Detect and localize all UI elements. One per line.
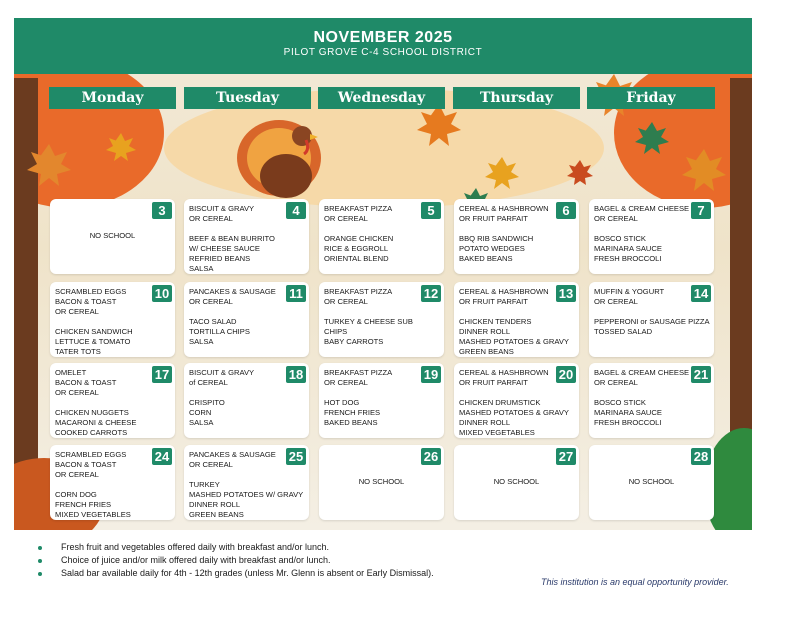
menu-day-cell: [184, 445, 309, 520]
district-name: PILOT GROVE C-4 SCHOOL DISTRICT: [283, 47, 483, 58]
menu-line: CEREAL & HASHBROWN: [459, 368, 549, 377]
menu-line: OR CEREAL: [189, 214, 233, 223]
menu-line: MASHED POTATOES & GRAVY: [459, 408, 569, 417]
menu-line: TOSSED SALAD: [594, 327, 653, 336]
day-header-friday: Friday: [587, 87, 715, 109]
menu-line: OR CEREAL: [189, 297, 233, 306]
no-school-note: NO SCHOOL: [89, 231, 136, 240]
day-number: 7: [691, 202, 711, 219]
menu-line: CHICKEN NUGGETS: [55, 408, 129, 417]
menu-line: CRISPITO: [189, 398, 225, 407]
menu-line: PANCAKES & SAUSAGE: [189, 287, 276, 296]
menu-line: ORANGE CHICKEN: [324, 234, 394, 243]
menu-line: BAKED BEANS: [459, 254, 513, 263]
menu-line: PEPPERONI or SAUSAGE PIZZA: [594, 317, 710, 326]
menu-line: CHICKEN DRUMSTICK: [459, 398, 541, 407]
menu-line: RICE & EGGROLL: [324, 244, 389, 253]
menu-line: OMELET: [55, 368, 87, 377]
menu-line: BREAKFAST PIZZA: [324, 368, 393, 377]
menu-items: [55, 287, 150, 357]
day-number: 13: [556, 285, 576, 302]
menu-line: COOKED CARROTS: [55, 428, 128, 437]
menu-line: BAGEL & CREAM CHEESE: [594, 204, 690, 213]
menu-line: ORIENTAL BLEND: [324, 254, 389, 263]
day-header-thursday: Thursday: [453, 87, 580, 109]
day-header-tuesday: Tuesday: [184, 87, 311, 109]
maple-leaf-icon: [635, 122, 669, 154]
menu-line: BISCUIT & GRAVY: [189, 368, 255, 377]
day-header-wednesday: Wednesday: [318, 87, 445, 109]
maple-leaf-icon: [417, 104, 461, 146]
maple-leaf-icon: [567, 160, 593, 185]
menu-line: SALSA: [189, 418, 214, 427]
menu-line: OR CEREAL: [594, 378, 638, 387]
note-text: Salad bar available daily for 4th - 12th grades (unless Mr. Glenn is absent or Early Dismissal).: [61, 568, 434, 578]
menu-items: [594, 204, 689, 264]
menu-line: BACON & TOAST: [55, 297, 117, 306]
menu-line: OR FRUIT PARFAIT: [459, 214, 528, 223]
menu-line: BBQ RIB SANDWICH: [459, 234, 534, 243]
menu-line: MIXED VEGETABLES: [459, 428, 535, 437]
bullet-icon: [38, 559, 42, 563]
menu-day-cell: [50, 282, 175, 357]
no-school-note: NO SCHOOL: [358, 477, 405, 486]
menu-line: BACON & TOAST: [55, 378, 117, 387]
menu-line: OR CEREAL: [324, 214, 368, 223]
day-header-monday: Monday: [49, 87, 176, 109]
menu-line: BREAKFAST PIZZA: [324, 287, 393, 296]
maple-leaf-icon: [27, 144, 71, 186]
day-number: 5: [421, 202, 441, 219]
menu-line: SCRAMBLED EGGS: [55, 450, 127, 459]
day-number: 6: [556, 202, 576, 219]
menu-day-cell: [319, 282, 444, 357]
menu-line: POTATO WEDGES: [459, 244, 525, 253]
page-title: NOVEMBER 2025: [313, 29, 453, 46]
maple-leaf-icon: [106, 133, 136, 161]
menu-day-cell: [184, 282, 309, 357]
menu-line: BEEF & BEAN BURRITO: [189, 234, 275, 243]
menu-line: FRENCH FRIES: [324, 408, 381, 417]
menu-line: BOSCO STICK: [594, 398, 646, 407]
menu-line: DINNER ROLL: [459, 418, 511, 427]
note-item: [38, 567, 434, 580]
menu-line: BACON & TOAST: [55, 460, 117, 469]
menu-line: CHIPS: [324, 327, 348, 336]
menu-day-cell: [50, 445, 175, 520]
menu-line: CHICKEN SANDWICH: [55, 327, 133, 336]
day-number: 28: [691, 448, 711, 465]
note-item: [38, 554, 434, 567]
menu-day-cell: [319, 199, 444, 274]
menu-line: BAKED BEANS: [324, 418, 378, 427]
menu-line: TORTILLA CHIPS: [189, 327, 250, 336]
menu-items: [55, 368, 150, 438]
note-text: Fresh fruit and vegetables offered daily with breakfast and/or lunch.: [61, 542, 329, 552]
menu-line: OR CEREAL: [324, 378, 368, 387]
day-number: 25: [286, 448, 306, 465]
menu-line: of CEREAL: [189, 378, 228, 387]
menu-line: CORN DOG: [55, 490, 97, 499]
day-number: 24: [152, 448, 172, 465]
menu-day-cell: [589, 363, 714, 438]
menu-line: CEREAL & HASHBROWN: [459, 204, 549, 213]
menu-line: PANCAKES & SAUSAGE: [189, 450, 276, 459]
menu-line: SCRAMBLED EGGS: [55, 287, 127, 296]
menu-line: MASHED POTATOES & GRAVY: [459, 337, 569, 346]
menu-line: BAGEL & CREAM CHEESE: [594, 368, 690, 377]
menu-line: CORN: [189, 408, 212, 417]
day-number: 20: [556, 366, 576, 383]
menu-line: TURKEY & CHEESE SUB: [324, 317, 413, 326]
day-number: 26: [421, 448, 441, 465]
title-banner: [14, 18, 752, 74]
day-number: 19: [421, 366, 441, 383]
menu-line: BISCUIT & GRAVY: [189, 204, 255, 213]
menu-line: DINNER ROLL: [459, 327, 511, 336]
menu-line: HOT DOG: [324, 398, 360, 407]
day-number: 21: [691, 366, 711, 383]
menu-line: MARINARA SAUCE: [594, 244, 662, 253]
maple-leaf-icon: [485, 157, 519, 189]
notes-list: [38, 541, 434, 580]
menu-items: [189, 368, 284, 428]
menu-day-cell: [319, 363, 444, 438]
equal-opportunity-statement: This institution is an equal opportunity provider.: [541, 577, 729, 587]
menu-line: CEREAL & HASHBROWN: [459, 287, 549, 296]
no-school-note: NO SCHOOL: [628, 477, 675, 486]
menu-line: TACO SALAD: [189, 317, 237, 326]
menu-line: TATER TOTS: [55, 347, 101, 356]
menu-line: REFRIED BEANS: [189, 254, 251, 263]
menu-line: GREEN BEANS: [459, 347, 514, 356]
menu-line: OR CEREAL: [594, 297, 638, 306]
menu-line: FRESH BROCCOLI: [594, 254, 662, 263]
bullet-icon: [38, 572, 42, 576]
menu-poster: [14, 18, 752, 530]
menu-day-cell: [184, 199, 309, 274]
day-number: 27: [556, 448, 576, 465]
day-number: 3: [152, 202, 172, 219]
menu-line: MIXED VEGETABLES: [55, 510, 131, 519]
menu-day-cell: [184, 363, 309, 438]
menu-items: [324, 368, 419, 428]
menu-line: TURKEY: [189, 480, 220, 489]
menu-line: OR FRUIT PARFAIT: [459, 378, 528, 387]
menu-day-cell: [454, 445, 579, 520]
menu-line: OR CEREAL: [189, 460, 233, 469]
menu-day-cell: [454, 199, 579, 274]
menu-day-cell: [589, 282, 714, 357]
menu-line: SALSA: [189, 264, 214, 273]
menu-line: OR CEREAL: [55, 307, 99, 316]
menu-line: FRENCH FRIES: [55, 500, 112, 509]
menu-line: BOSCO STICK: [594, 234, 646, 243]
menu-line: BABY CARROTS: [324, 337, 384, 346]
menu-line: DINNER ROLL: [189, 500, 241, 509]
menu-day-cell: [589, 199, 714, 274]
menu-day-cell: [454, 363, 579, 438]
day-number: 10: [152, 285, 172, 302]
menu-line: SALSA: [189, 337, 214, 346]
menu-line: OR CEREAL: [594, 214, 638, 223]
menu-line: FRESH BROCCOLI: [594, 418, 662, 427]
menu-items: [55, 450, 150, 520]
menu-items: [189, 204, 284, 274]
day-number: 18: [286, 366, 306, 383]
menu-line: W/ CHEESE SAUCE: [189, 244, 260, 253]
menu-line: MUFFIN & YOGURT: [594, 287, 665, 296]
menu-line: OR CEREAL: [55, 388, 99, 397]
menu-line: CHICKEN TENDERS: [459, 317, 532, 326]
menu-items: [324, 204, 419, 264]
menu-line: MACARONI & CHEESE: [55, 418, 137, 427]
day-number: 14: [691, 285, 711, 302]
menu-line: OR CEREAL: [324, 297, 368, 306]
day-number: 12: [421, 285, 441, 302]
menu-items: [324, 287, 419, 347]
menu-day-cell: [454, 282, 579, 357]
menu-day-cell: [589, 445, 714, 520]
no-school-note: NO SCHOOL: [493, 477, 540, 486]
day-number: 17: [152, 366, 172, 383]
menu-items: [594, 368, 689, 428]
day-number: 11: [286, 285, 306, 302]
menu-line: BREAKFAST PIZZA: [324, 204, 393, 213]
menu-day-cell: [50, 199, 175, 274]
turkey-icon: [237, 120, 321, 198]
note-item: [38, 541, 434, 554]
menu-day-cell: [319, 445, 444, 520]
menu-items: [189, 287, 284, 347]
maple-leaf-icon: [682, 149, 726, 191]
day-number: 4: [286, 202, 306, 219]
menu-line: LETTUCE & TOMATO: [55, 337, 131, 346]
menu-line: OR FRUIT PARFAIT: [459, 297, 528, 306]
menu-line: MASHED POTATOES W/ GRAVY: [189, 490, 304, 499]
menu-line: OR CEREAL: [55, 470, 99, 479]
menu-day-cell: [50, 363, 175, 438]
menu-line: MARINARA SAUCE: [594, 408, 662, 417]
menu-line: GREEN BEANS: [189, 510, 244, 519]
note-text: Choice of juice and/or milk offered daily with breakfast and/or lunch.: [61, 555, 331, 565]
menu-items: [459, 204, 554, 264]
bullet-icon: [38, 546, 42, 550]
